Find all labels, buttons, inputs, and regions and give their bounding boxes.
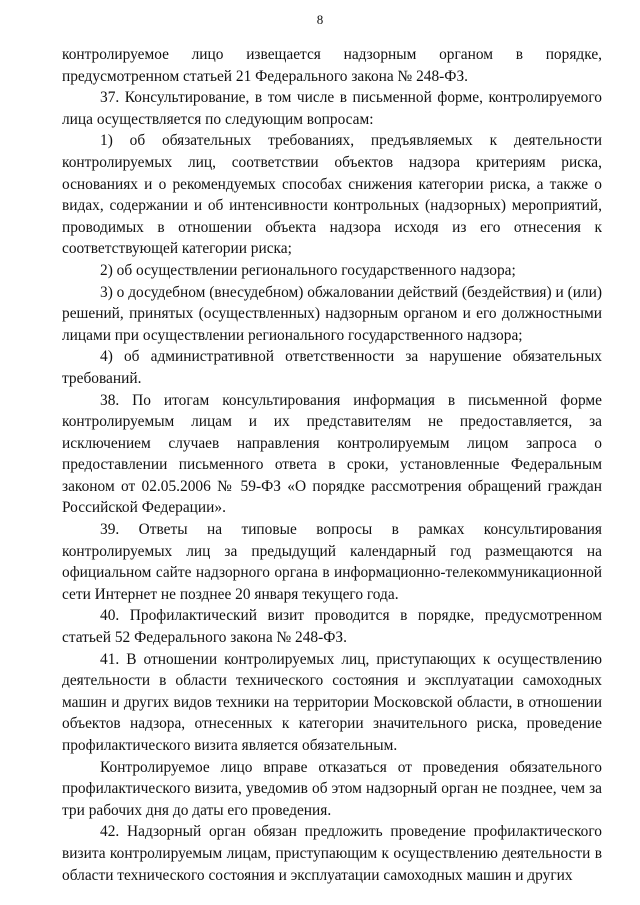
paragraph: контролируемое лицо извещается надзорным органом в порядке, предусмотренном статьей 21 Федерального закона № 248-ФЗ. <box>62 46 602 85</box>
paragraph: 38. По итогам консультирования информация в письменной форме контролируемым лицам и их представителям не предоставляется, за исключением случаев направления контролируемым лицом запроса о предоставлении письменного ответа в сроки, установленные Федеральным законом от 02.05.2006 № 59-ФЗ «О порядке рассмотрения обращений граждан Российской Федерации». <box>62 391 602 517</box>
paragraph: 39. Ответы на типовые вопросы в рамках консультирования контролируемых лиц за предыдущий календарный год размещаются на официальном сайте надзорного органа в информационно-телекоммуникационной сети Интернет не позднее 20 января текущего года. <box>62 521 602 603</box>
paragraph: 1) об обязательных требованиях, предъявляемых к деятельности контролируемых лиц, соответствии объектов надзора критериям риска, основаниях и о рекомендуемых способах снижения категории риска, а также о видах, содержании и об интенсивности контрольных (надзорных) мероприятий, проводимых в отношении объекта надзора исходя из его отнесения к соответствующей категории риска; <box>62 132 602 258</box>
paragraph: 40. Профилактический визит проводится в порядке, предусмотренном статьей 52 Федерального закона № 248-ФЗ. <box>62 607 602 647</box>
document-body <box>62 44 602 886</box>
paragraph: 3) о досудебном (внесудебном) обжаловании действий (бездействия) и (или) решений, принятых (осуществленных) надзорным органом и его должностными лицами при осуществлении регионального государственного надзора; <box>62 283 602 344</box>
paragraph: 4) об административной ответственности за нарушение обязательных требований. <box>62 348 602 387</box>
paragraph: 37. Консультирование, в том числе в письменной форме, контролируемого лица осуществляется по следующим вопросам: <box>62 89 602 128</box>
paragraph: 2) об осуществлении регионального государственного надзора; <box>100 261 516 279</box>
page-number: 8 <box>316 12 324 27</box>
paragraph: Контролируемое лицо вправе отказаться от проведения обязательного профилактического визита, уведомив об этом надзорный орган не позднее, чем за три рабочих дня до даты его проведения. <box>62 758 602 819</box>
paragraph: 42. Надзорный орган обязан предложить проведение профилактического визита контролируемым лицам, приступающим к осуществлению деятельности в области технического состояния и эксплуатации самоходных машин и других <box>62 823 602 884</box>
paragraph: 41. В отношении контролируемых лиц, приступающих к осуществлению деятельности в области технического состояния и эксплуатации самоходных машин и других видов техники на территории Московской области, в отношении объектов надзора, отнесенных к категории значительного риска, проведение профилактического визита является обязательным. <box>62 650 602 754</box>
